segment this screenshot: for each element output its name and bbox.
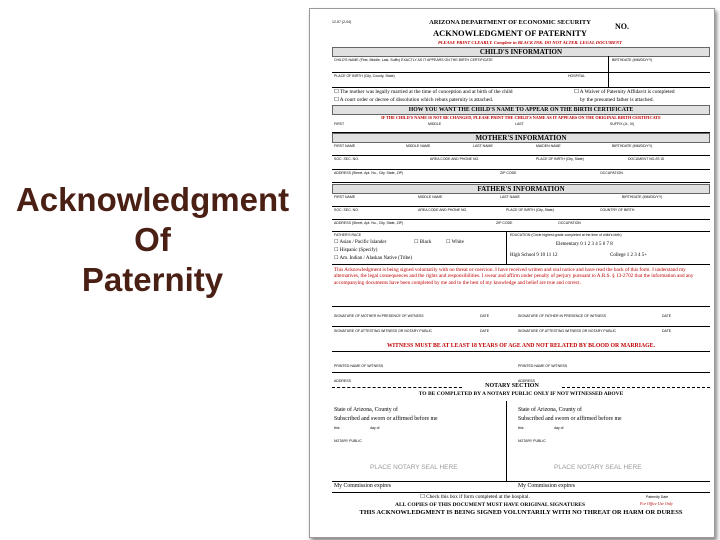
form-number: 12-57 (2-04) xyxy=(332,20,352,24)
notary-subscribed-2: Subscribed and sworn or affirmed before me xyxy=(518,416,622,422)
mother-section-header: MOTHER'S INFORMATION xyxy=(332,133,710,143)
notary-state-1: State of Arizona, County of xyxy=(334,407,398,413)
witness-address-label-1: ADDRESS xyxy=(334,379,351,383)
notary-public-2: NOTARY PUBLIC xyxy=(518,439,546,443)
witness-signature-date-1: DATE xyxy=(480,329,490,333)
child-birthdate-field: BIRTHDATE (MM/DD/YY) xyxy=(612,58,653,62)
form-instruction: PLEASE PRINT CLEARLY. Complete in BLACK INK. DO NOT ALTER. LEGAL DOCUMENT xyxy=(437,40,623,45)
race-asian-label: Asian / Pacific Islander xyxy=(339,240,387,245)
child-middle-field: MIDDLE xyxy=(428,122,442,126)
agency-name: ARIZONA DEPARTMENT OF ECONOMIC SECURITY xyxy=(429,19,591,26)
mother-ssn-field: SOC. SEC. NO. xyxy=(334,157,359,161)
notary-this-1: this xyxy=(334,426,340,430)
education-high-school: High School 9 10 11 12 xyxy=(510,253,558,258)
child-last-field: LAST xyxy=(515,122,524,126)
footer-voluntary-note: THIS ACKNOWLEDGMENT IS BEING SIGNED VOLUNTARILY WITH NO THREAT OR HARM OR DURESS xyxy=(359,509,683,516)
form-no-label: NO. xyxy=(615,22,629,31)
court-order-checkbox[interactable]: ☐ A court order or decree of dissolution which rebuts paternity is attached. xyxy=(334,97,494,103)
race-am-indian-checkbox[interactable]: ☐ Am. Indian / Alaskan Native (Tribe) xyxy=(334,256,413,261)
father-last-name-field: LAST NAME xyxy=(500,195,520,199)
witness-name-label-1: PRINTED NAME OF WITNESS xyxy=(334,364,384,368)
father-middle-name-field: MIDDLE NAME xyxy=(418,195,443,199)
slide-title xyxy=(0,180,305,300)
hospital-field: HOSPITAL xyxy=(568,74,586,78)
race-am-indian-label: Am. Indian / Alaskan Native (Tribe) xyxy=(339,256,413,261)
notary-seal-placeholder-1: PLACE NOTARY SEAL HERE xyxy=(370,464,458,471)
divider xyxy=(332,481,710,482)
father-phone-field: AREA CODE AND PHONE NO. xyxy=(418,208,468,212)
race-hispanic-label: Hispanic (Specify) xyxy=(339,248,378,253)
father-country-field: COUNTRY OF BIRTH xyxy=(600,208,635,212)
divider xyxy=(506,232,507,264)
divider xyxy=(332,492,710,493)
commission-label-1: My Commission expires xyxy=(334,483,392,489)
mother-maiden-name-field: MAIDEN NAME xyxy=(536,144,561,148)
witness-address-label-2: ADDRESS xyxy=(518,379,535,383)
office-use-label: For Office Use Only xyxy=(640,501,673,506)
child-section-header: CHILD'S INFORMATION xyxy=(332,47,710,57)
footer-signatures-note: ALL COPIES OF THIS DOCUMENT MUST HAVE ORIGINAL SIGNATURES xyxy=(395,502,585,508)
slide-title-line-2: Of xyxy=(134,221,171,258)
paternity-form-document xyxy=(309,8,715,538)
divider xyxy=(332,306,710,307)
divider xyxy=(332,326,710,327)
father-birthplace-field: PLACE OF BIRTH (City, State) xyxy=(506,208,554,212)
perjury-statement: This Acknowledgment is being signed voluntarily with no threat or coercion. I have received written and oral notice and have read the back of this form. I understand my alternatives, the legal consequences and the rights and responsibilities. I swear and affirm under penalty of perjury pursuant to A.R.S. § 13-2702 that the information and any accompanying documents have been completed by me and to the best of my knowledge and belief are true and correct. xyxy=(334,267,694,286)
notary-day-1: day of xyxy=(370,426,380,430)
mother-first-name-field: FIRST NAME xyxy=(334,144,356,148)
slide-title-line-1: Acknowledgment xyxy=(15,181,290,218)
slide-title-line-3: Paternity xyxy=(81,261,224,298)
notary-state-2: State of Arizona, County of xyxy=(518,407,582,413)
mother-signature-date: DATE xyxy=(480,314,490,318)
witness-signature-label-2: SIGNATURE OF ATTESTING WITNESS OR NOTARY PUBLIC xyxy=(518,329,617,333)
married-checkbox-label: The mother was legally married at the time of conception and at birth of the child xyxy=(339,89,513,95)
father-occupation-field: OCCUPATION xyxy=(558,221,581,225)
race-white-label: White xyxy=(451,240,464,245)
paternity-date-label: Paternity Date xyxy=(646,495,669,499)
mother-zip-field: ZIP CODE xyxy=(500,171,517,175)
divider xyxy=(562,387,710,388)
divider xyxy=(332,264,710,265)
father-signature-label: SIGNATURE OF FATHER IN PRESENCE OF WITNESS xyxy=(518,314,606,318)
witness-signature-label-1: SIGNATURE OF ATTESTING WITNESS OR NOTARY PUBLIC xyxy=(334,329,433,333)
race-asian-checkbox[interactable]: ☐ Asian / Pacific Islander xyxy=(334,240,387,245)
child-name-field: CHILD'S NAME (First, Middle, Last, Suffix) EXACTLY AS IT APPEARS ON THE BIRTH CERTIFICATE xyxy=(334,58,493,62)
divider xyxy=(332,351,710,352)
father-signature-date: DATE xyxy=(662,314,672,318)
notary-public-1: NOTARY PUBLIC xyxy=(334,439,362,443)
witness-note: WITNESS MUST BE AT LEAST 18 YEARS OF AGE AND NOT RELATED BY BLOOD OR MARRIAGE. xyxy=(386,343,655,349)
race-black-checkbox[interactable]: ☐ Black xyxy=(414,240,432,245)
mother-occupation-field: OCCUPATION xyxy=(600,171,623,175)
father-birthdate-field: BIRTHDATE (MM/DD/YY) xyxy=(622,195,663,199)
hospital-checkbox-label: Check this box if form completed at the hospital. xyxy=(426,494,530,500)
education-label: EDUCATION (Circle highest grade completed at the time of child's birth) xyxy=(510,233,622,237)
divider xyxy=(332,155,710,156)
father-zip-field: ZIP CODE xyxy=(496,221,513,225)
mother-address-field: ADDRESS (Street, Apt. No., City, State, ZIP) xyxy=(334,171,404,175)
married-checkbox[interactable]: ☐ The mother was legally married at the time of conception and at birth of the child xyxy=(334,89,513,95)
divider xyxy=(332,372,710,373)
divider xyxy=(332,182,710,183)
divider xyxy=(332,72,710,73)
father-ssn-field: SOC. SEC. NO. xyxy=(334,208,359,212)
presumed-father-note: by the presumed father is attached. xyxy=(580,97,654,103)
divider xyxy=(332,231,710,232)
mother-birthplace-field: PLACE OF BIRTH (City, State) xyxy=(536,157,584,161)
mother-last-name-field: LAST NAME xyxy=(473,144,493,148)
race-white-checkbox[interactable]: ☐ White xyxy=(446,240,464,245)
mother-birthdate-field: BIRTHDATE (MM/DD/YY) xyxy=(612,144,653,148)
commission-label-2: My Commission expires xyxy=(518,483,576,489)
waiver-checkbox-label: A Waiver of Paternity Affidavit is completed xyxy=(579,89,675,95)
education-college: College 1 2 3 4 5+ xyxy=(610,253,648,258)
mother-phone-field: AREA CODE AND PHONE NO. xyxy=(430,157,480,161)
waiver-checkbox[interactable]: ☐ A Waiver of Paternity Affidavit is completed xyxy=(574,89,675,95)
race-label: FATHER'S RACE xyxy=(334,233,362,237)
notary-day-2: day of xyxy=(554,426,564,430)
mother-middle-name-field: MIDDLE NAME xyxy=(406,144,431,148)
divider xyxy=(506,401,507,481)
child-suffix-field: SUFFIX (Jr., III) xyxy=(610,122,635,126)
father-address-field: ADDRESS (Street, Apt. No., City, State, ZIP) xyxy=(334,221,404,225)
name-section-note: IF THE CHILD'S NAME IS NOT BE CHANGED, PLEASE PRINT THE CHILD'S NAME AS IT APPEARS ON THE ORIGINAL BIRTH CERTIFICATE xyxy=(381,115,661,120)
witness-name-label-2: PRINTED NAME OF WITNESS xyxy=(518,364,568,368)
name-section-header: HOW YOU WANT THE CHILD'S NAME TO APPEAR ON THE BIRTH CERTIFICATE xyxy=(332,105,710,115)
divider xyxy=(332,387,462,388)
child-first-field: FIRST xyxy=(334,122,345,126)
divider xyxy=(332,169,710,170)
witness-signature-date-2: DATE xyxy=(662,329,672,333)
divider xyxy=(332,219,710,220)
race-hispanic-checkbox[interactable]: ☐ Hispanic (Specify) xyxy=(334,248,378,253)
father-first-name-field: FIRST NAME xyxy=(334,195,356,199)
father-section-header: FATHER'S INFORMATION xyxy=(332,184,710,194)
court-order-checkbox-label: A court order or decree of dissolution which rebuts paternity is attached. xyxy=(339,97,494,103)
divider xyxy=(332,206,710,207)
divider xyxy=(332,87,710,88)
race-black-label: Black xyxy=(419,240,432,245)
mother-signature-label: SIGNATURE OF MOTHER IN PRESENCE OF WITNESS xyxy=(334,314,424,318)
hospital-checkbox[interactable]: ☐ Check this box if form completed at the hospital. xyxy=(420,494,530,500)
notary-subheader: TO BE COMPLETED BY A NOTARY PUBLIC ONLY IF NOT WITNESSED ABOVE xyxy=(418,391,624,397)
notary-seal-placeholder-2: PLACE NOTARY SEAL HERE xyxy=(554,464,642,471)
notary-this-2: this xyxy=(518,426,524,430)
notary-section-header: NOTARY SECTION xyxy=(485,383,539,389)
form-title: ACKNOWLEDGMENT OF PATERNITY xyxy=(432,28,588,38)
child-birthplace-field: PLACE OF BIRTH (City, County, State) xyxy=(334,74,395,78)
notary-subscribed-1: Subscribed and sworn or affirmed before me xyxy=(334,416,438,422)
mother-document-field: DOCUMENT NO./IS ID xyxy=(628,157,665,161)
education-elementary: Elementary 0 1 2 3 4 5 6 7 8 xyxy=(556,242,613,247)
